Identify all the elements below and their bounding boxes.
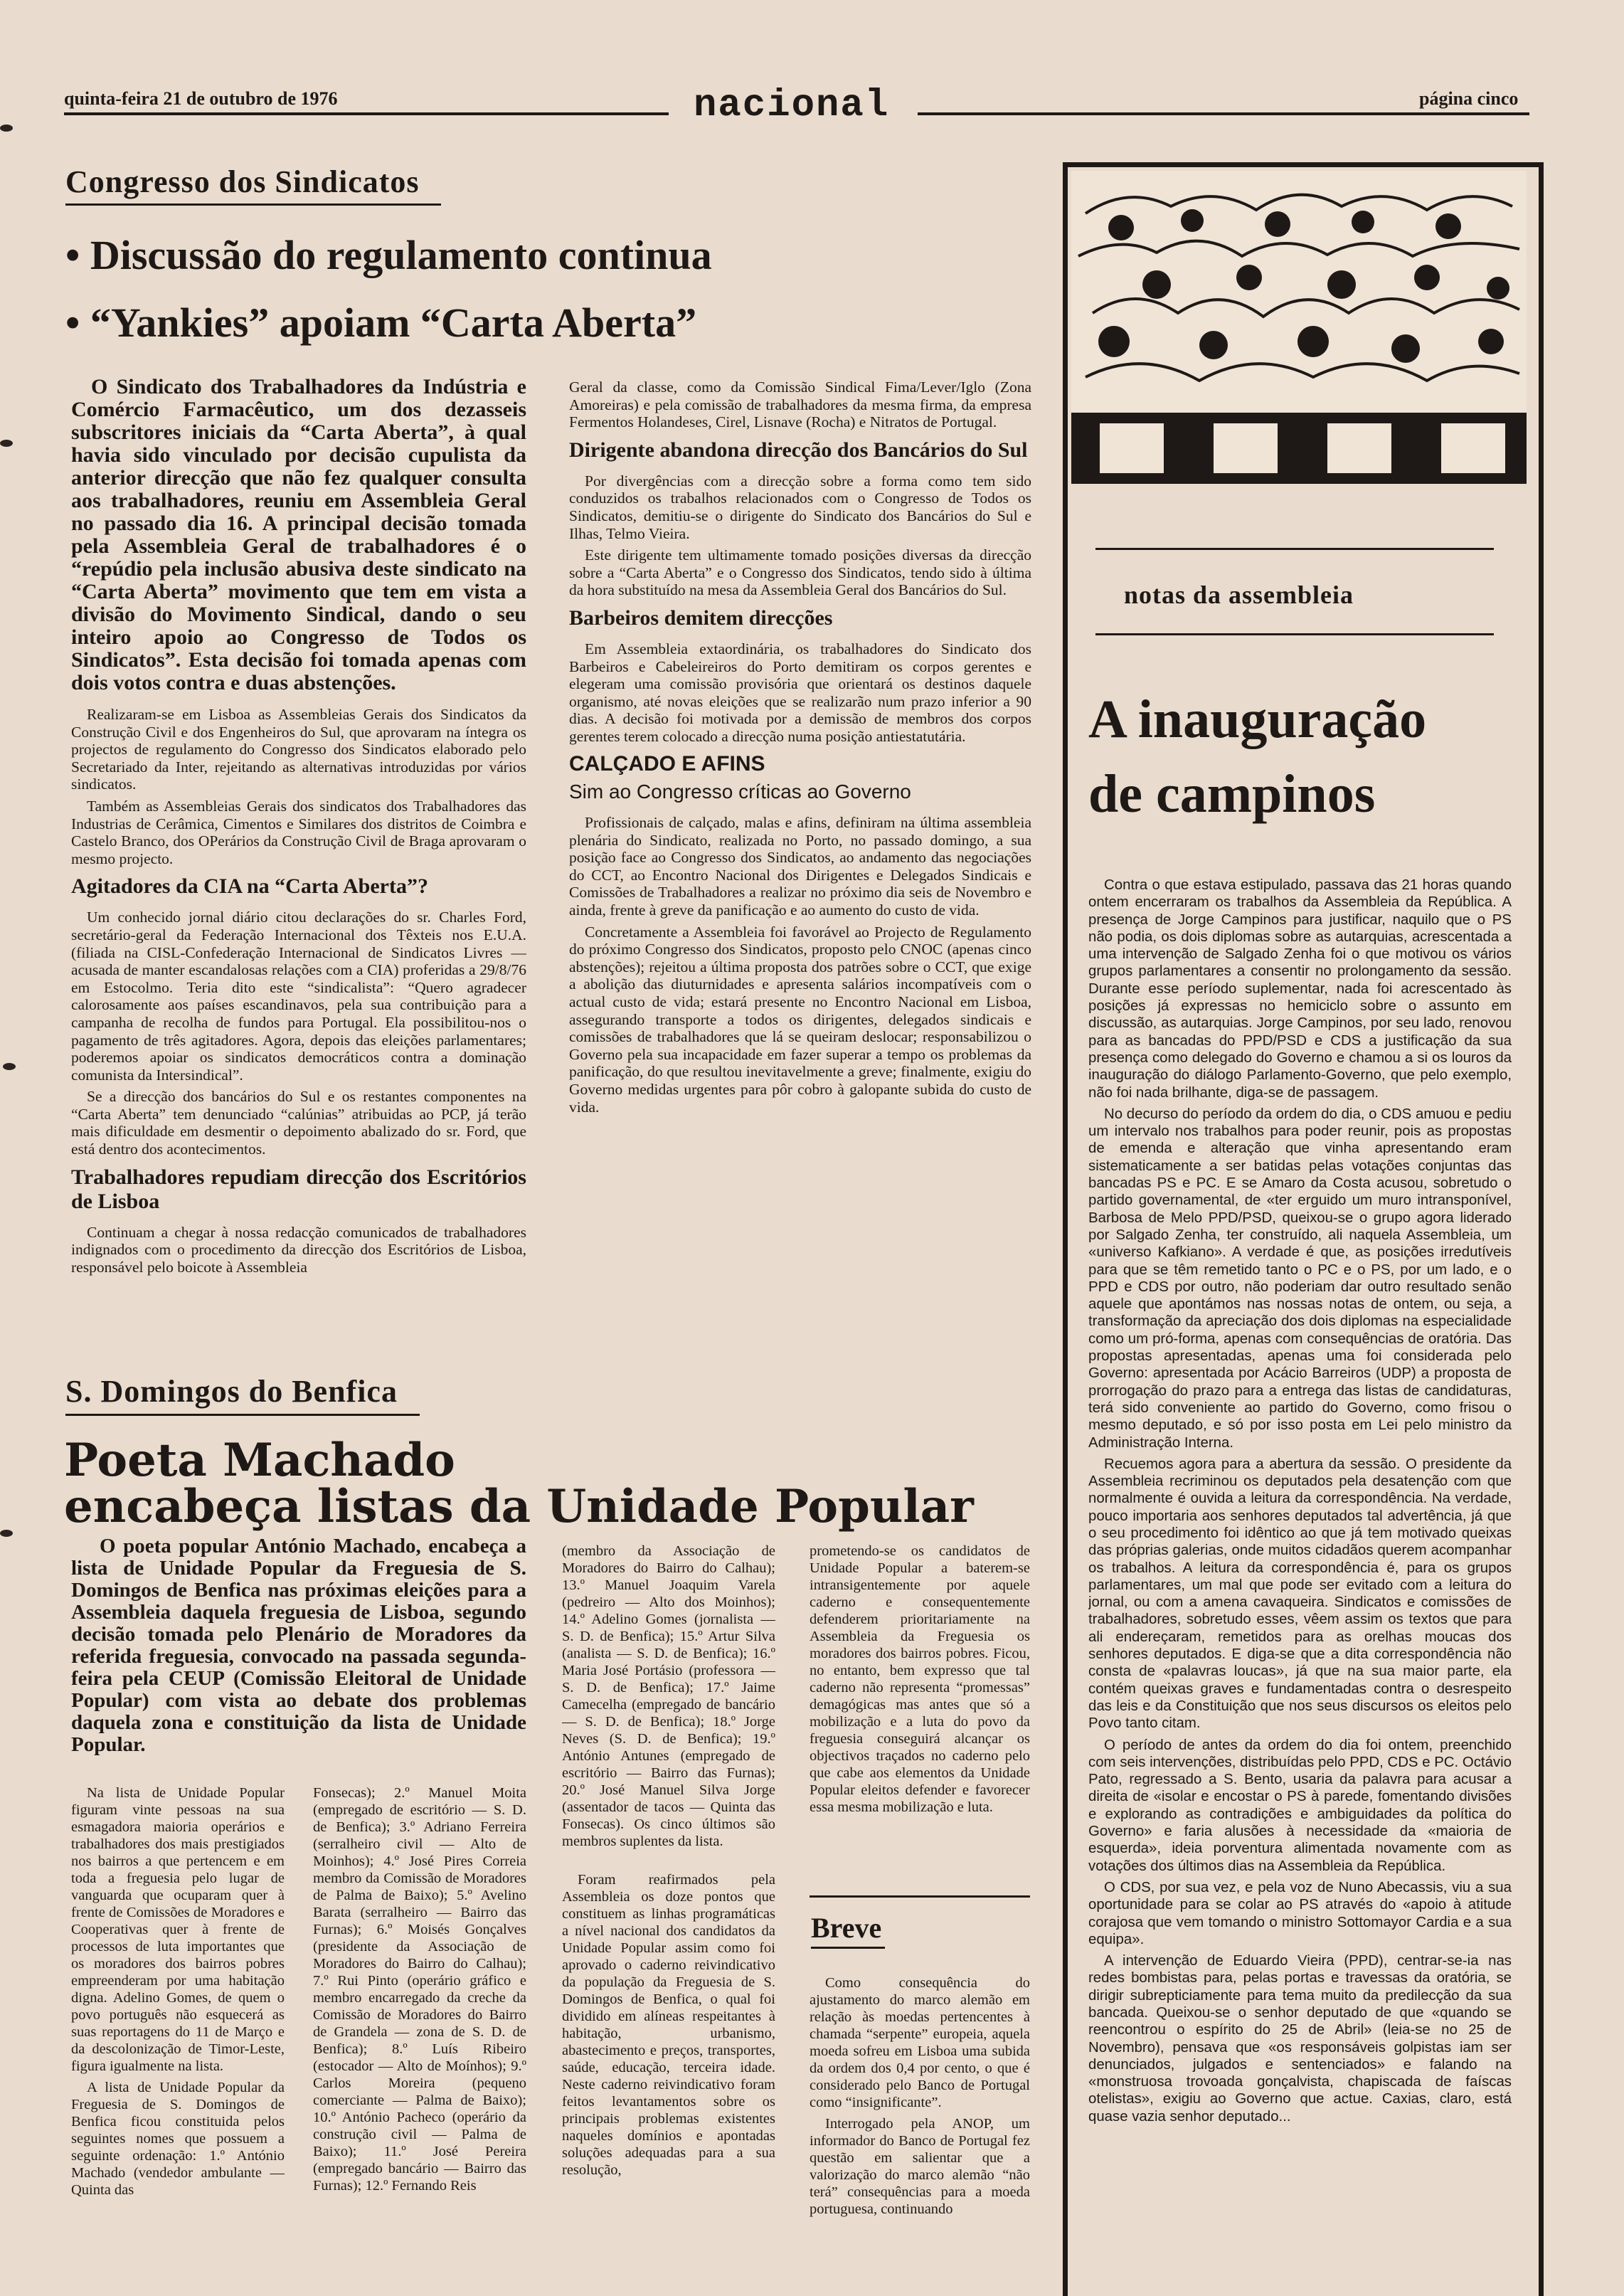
- paragraph: Na lista de Unidade Popular figuram vinte pessoas na sua esmagadora maioria operários e trabalhadores dos mais prestigiados nos bairros a que pertencem e em toda a freguesia pelo lugar de vanguarda que ocuparam quer à frente de Comissões de Moradores e Cooperativas quer à frente de processos de luta importantes que os moradores dos bairros pobres empreenderam por uma habitação digna. Adelino Gomes, de quem o povo português não esquecerá as suas reportagens do 11 de Março e da descolonização de Timor-Leste, figura igualmente na lista.: [71, 1785, 285, 2074]
- paragraph: O período de antes da ordem do dia foi ontem, preenchido com seis intervenções, distribuídas pelo PPD, CDS e PC. Octávio Pato, regressado a S. Bento, usaria da palavra para acusar a direita de «isolar e encostar o PS à parede, fomentando divisões e explorando as contradições e ambiguidades da política do Governo» e faria alusões à necessidade da «maioria de esquerda», ideia porventura alimentada novamente com as votações dos últimos dias na Assembleia da República.: [1088, 1737, 1512, 1874]
- paragraph: Em Assembleia extaordinária, os trabalhadores do Sindicato dos Barbeiros e Cabeleireiros do Porto demitiram os corpos gerentes e elegeram uma comissão provisória que orientará os destinos daquele organismo, até novas eleições que se realizarão num prazo inferior a 90 dias. A decisão foi motivada por a demissão de membros dos corpos gerentes terem colocado a direcção numa posição antiestatutária.: [569, 640, 1031, 745]
- article1-column-left: [71, 376, 526, 1350]
- paragraph: Foram reafirmados pela Assembleia os doze pontos que constituem as linhas programáticas a nível nacional dos candidatos da Unidade Popular assim como foi aprovado o caderno reivindicativo da população da Freguesia de S. Domingos de Benfica, o qual foi dividido em alíneas respeitantes à habitação, urbanismo, abastecimento e preços, transportes, saúde, educação, terceira idade. Neste caderno reivindicativo foram feitos levantamentos sobre os principais problemas existentes naqueles domínios e apontadas soluções adequadas para a sua resolução,: [562, 1872, 775, 2178]
- article1-lead: O Sindicato dos Trabalhadores da Indústria e Comércio Farmacêutico, um dos dezasseis subscritores iniciais da “Carta Aberta”, à qual havia sido vinculado por decisão cupulista da anterior direcção que não fez qualquer consulta aos trabalhadores, reuniu em Assembleia Geral no passado dia 16. A principal decisão tomada pela Assembleia Geral de trabalhadores é o “repúdio pela inclusão abusiva deste sindicato na “Carta Aberta” movimento que tem em vista a divisão do Movimento Sindical, dando o seu inteiro apoio ao Congresso de Todos os Sindicatos”. Esta decisão foi tomada apenas com dois votos contra e duas abstenções.: [71, 376, 526, 694]
- headline-text: “Yankies” apoiam “Carta Aberta”: [90, 300, 697, 346]
- header-rule-left: [64, 112, 669, 115]
- header-rule-right: [918, 112, 1529, 115]
- subhead: Barbeiros demitem direcções: [569, 605, 833, 630]
- article2-lead: O poeta popular António Machado, encabeça a lista de Unidade Popular da Freguesia de S. Domingos de Benfica nas próximas eleições para a Assembleia daquela freguesia de Lisboa, segundo decisão tomada pelo Plenário de Moradores da referida freguesia, convocado na passada segunda-feira pela CEUP (Comissão Eleitoral de Unidade Popular) com vista ao debate dos problemas daquela zona e constituição da lista de Unidade Popular.: [71, 1535, 526, 1756]
- subhead: Agitadores da CIA na “Carta Aberta”?: [71, 874, 428, 899]
- paragraph: Este dirigente tem ultimamente tomado posições diversas da direcção sobre a “Carta Aberta” e o Congresso dos Sindicatos, tendo sido à última da hora substituído na mesa da Assembleia Geral dos Bancários do Sul.: [569, 546, 1031, 599]
- article2-col1: [71, 1784, 285, 2291]
- article1-headline-2: [65, 299, 696, 346]
- paragraph: Geral da classe, como da Comissão Sindical Fima/Lever/Iglo (Zona Amoreiras) e pela comissão de trabalhadores da mesma firma, da empresa Fermentos Holandeses, Cirel, Lisnave (Rocha) e Nitratos de Portugal.: [569, 379, 1031, 431]
- paragraph: Por divergências com a direcção sobre a forma como tem sido conduzidos os trabalhos relacionados com o Congresso de Todos os Sindicatos, demitiu-se o dirigente do Sindicato dos Bancários do Sul e Ilhas, Telmo Vieira.: [569, 472, 1031, 542]
- paragraph: Como consequência do ajustamento do marco alemão em relação às moedas pertencentes à chamada “serpente” europeia, aquela moeda sofreu em Lisboa uma subida da ordem dos 0,4 por cento, o que é considerado pelo Banco de Portugal como “insignificante”.: [810, 1975, 1030, 2110]
- kicker-underline: [65, 203, 441, 206]
- sidebar-column-title: notas da assembleia: [1124, 581, 1354, 609]
- subhead: Sim ao Congresso críticas ao Governo: [569, 781, 911, 803]
- article2-headline-1: Poeta Machado: [64, 1434, 455, 1487]
- ink-speck: [3, 1063, 16, 1070]
- breve-body: [810, 1974, 1030, 2291]
- article2-col4: [810, 1543, 1030, 1895]
- article1-headline-1: [65, 231, 712, 279]
- paragraph: Profissionais de calçado, malas e afins, definiram na última assembleia plenária do Sindicato, realizada no Porto, no passado domingo, a sua posição face ao Congresso dos Sindicatos, ao andamento das negociações do CCT, ao Encontro Nacional dos Dirigentes e Delegados Sindicais e Comissões de Trabalhadores a realizar no próximo dia seis de Novembro e ainda, frente à greve da panificação e ao aumento do custo de vida.: [569, 814, 1031, 919]
- paragraph: No decurso do período da ordem do dia, o CDS amuou e pediu um intervalo nos trabalhos para poder reunir, pois as propostas de emenda e alteração que vinha apresentando eram sistematicamente a ser batidas pelas votações conjuntas das bancadas PS e PC. E se Amaro da Costa acusou, sobretudo o partido governamental, de «ter erguido um muro intransponível, Barbosa de Melo PPD/PSD, queixou-se o grupo agora liderado por Salgado Zenha, ter construído, ali naquela Assembleia, um «universo Kafkiano». A verdade é que, as posições irredutíveis para que se têm remetido tanto o PC e o PS, por um lado, e o PPD e CDS por outro, não poderiam dar outro resultado senão aquele que apontámos nas nossas notas de ontem, ou seja, a transformação da apreciação dos dois diplomas na especialidade como um pró-forma, apenas com consequências de oratória. Das propostas apresentadas, apenas uma foi considerada pelo Governo: apresentada por Acácio Barreiros (UDP) a proposta de prorrogação do prazo para a entrega das listas de candidaturas, terá sido conveniente ao partido do Governo, como frisou o mesmo deputado, e só por isso posta em Lei pelo ministro da Administração Interna.: [1088, 1106, 1512, 1451]
- ink-speck: [0, 1530, 13, 1537]
- paragraph: A lista de Unidade Popular da Freguesia de S. Domingos de Benfica ficou constituida pelos seguintes nomes que possuem a seguinte ordenação: 1.º António Machado (vendedor ambulante — Quinta das: [71, 2080, 285, 2198]
- article2-kicker: S. Domingos do Benfica: [65, 1374, 398, 1409]
- sidebar-headline-1: A inauguração: [1088, 689, 1427, 749]
- paragraph: Concretamente a Assembleia foi favorável ao Projecto de Regulamento do próximo Congresso dos Sindicatos, proposto pelo CNOC (apenas cinco abstenções); rejeitou a última proposta dos patrões sobre o CCT, que exige a abolição das diuturnidades e apresenta salários incompatíveis com o actual custo de vida; estará presente no Encontro Nacional em Lisboa, assegurando transporte a todos os dirigentes, delegados sindicais e comissões de trabalhadores que lá se queiram deslocar; responsabilizou o Governo pela sua incapacidade em fazer superar a tempo os problemas da panificação, do que resultou inevitavelmente a greve; finalmente, exigiu do Governo medidas urgentes para pôr cobro à galopante subida do custo de vida.: [569, 923, 1031, 1116]
- breve-title: Breve: [811, 1912, 882, 1944]
- paragraph: Continuam a chegar à nossa redacção comunicados de trabalhadores indignados com o procedimento da direcção dos Escritórios de Lisboa, responsável pelo boicote à Assembleia: [71, 1223, 526, 1276]
- sidebar-rule-top: [1095, 548, 1494, 550]
- bullet-icon: •: [65, 300, 90, 346]
- paragraph: A intervenção de Eduardo Vieira (PPD), centrar-se-ia nas redes bombistas para, pelas portas e travessas da oratória, se dirigir subrepticiamente para tema muito da predilecção da sua bancada. Queixou-se o senhor deputado de que «quando se reencontrou o espírito do 25 de Abril» (leia-se no 25 de Novembro), pensava que «os responsáveis golpistas iam ser denunciados, julgados e sentenciados» e falando na «monstruosa trovoada gonçalvista, chapiscada de faíscas otelistas», exigiu ao Governo que actue. Caxias, claro, está quase vazia senhor deputado...: [1088, 1953, 1512, 2125]
- sidebar-rule-bottom: [1095, 633, 1494, 635]
- paragraph: Também as Assembleias Gerais dos sindicatos dos Trabalhadores das Industrias de Cerâmica, Cimentos e Similares dos distritos de Coimbra e Castelo Branco, dos OPerários da Construção Civil de Braga aprovaram o mesmo projecto.: [71, 797, 526, 867]
- paragraph: Recuemos agora para a abertura da sessão. O presidente da Assembleia recriminou os deputados pela desatenção com que normalmente é ouvida a leitura da correspondência. Na verdade, pouco importaria aos senhores deputados tal advertência, já que o seu procedimento foi idêntico ao que já tem motivado queixas das próprias galerias, onde muitos cidadãos querem acompanhar os trabalhos. A leitura da correspondência é, para os grupos parlamentares, um mal que pode ser evitado com a leitura do jornal, ou com a amena cavaqueira. Sindicatos e comissões de trabalhadores, sobretudo esses, vêem assim os textos que para ali endereçaram, remetidos para as orelhas moucas dos senhores deputados. E diga-se que a dita correspondência não consta de «palavras loucas», já que na sua maior parte, ela contém queixas graves e fundamentadas contra o desrespeito das leis e da Constituição que nos seus discursos os eleitos pelo Povo tanto citam.: [1088, 1456, 1512, 1732]
- article1-column-right: [569, 379, 1031, 1350]
- article1-kicker: Congresso dos Sindicatos: [65, 164, 420, 199]
- subhead-caps: CALÇADO E AFINS: [569, 751, 765, 776]
- subhead: Trabalhadores repudiam direcção dos Escritórios de Lisboa: [71, 1165, 526, 1213]
- paragraph: Realizaram-se em Lisboa as Assembleias Gerais dos Sindicatos da Construção Civil e dos Engenheiros do Sul, que aprovaram na íntegra os projectos de regulamento do Congresso dos Sindicatos elaborado pelo Secretariado da Inter, rejeitando as alternativas introduzidas por vários sindicatos.: [71, 706, 526, 793]
- paragraph: prometendo-se os candidatos de Unidade Popular a baterem-se intransigentemente por aquele caderno e consequentemente defenderem prioritariamente na Assembleia da Freguesia os moradores dos bairros pobres. Ficou, no entanto, bem expresso que tal caderno não representa “promessas” demagógicas mas antes que só a mobilização e a luta do povo da freguesia conseguirá alcançar os objectivos traçados no caderno pelo que cabe aos elementos da Unidade Popular eleitos defender e favorecer essa mesma mobilização e luta.: [810, 1543, 1030, 1815]
- bullet-icon: •: [65, 232, 90, 278]
- article2-col3: [562, 1543, 775, 2291]
- breve-title-underline: [811, 1947, 885, 1949]
- article2-col2: [313, 1784, 526, 2291]
- kicker-underline: [65, 1414, 420, 1416]
- sidebar-headline-2: de campinos: [1088, 764, 1376, 824]
- subhead: Dirigente abandona direcção dos Bancários do Sul: [569, 438, 1028, 462]
- assembly-illustration: [1071, 171, 1527, 484]
- paragraph: (membro da Associação de Moradores do Bairro do Calhau); 13.º Manuel Joaquim Varela (pedreiro — Alto dos Moinhos); 14.º Adelino Gomes (jornalista — S. D. de Benfica); 15.º Artur Silva (analista — S. D. de Benfica); 16.º Maria José Portásio (professora — S. D. de Benfica); 17.º Jaime Camecelha (empregado de bancário — S. D. de Benfica); 18.º Jorge Neves (S. D. de Benfica); 19.º António Antunes (empregado de escritório — Bairro das Furnas); 20.º José Manuel Silva Jorge (assentador de tacos — Quinta das Fonsecas). Os cinco últimos são membros suplentes da lista.: [562, 1543, 775, 1849]
- article2-headline-2: encabeça listas da Unidade Popular: [64, 1480, 974, 1533]
- headline-text: Discussão do regulamento continua: [90, 232, 712, 278]
- page-number: página cinco: [1419, 88, 1519, 109]
- paragraph: O CDS, por sua vez, e pela voz de Nuno Abecassis, viu a sua oportunidade para se colar ao PS através do «apoio à atitude corajosa que vem tomando o ministro Sottomayor Cardia e a sua equipa».: [1088, 1879, 1512, 1947]
- breve-rule: [810, 1895, 1030, 1898]
- sidebar-body: [1088, 877, 1512, 2291]
- paragraph: Fonsecas); 2.º Manuel Moita (empregado de escritório — S. D. de Benfica); 3.º Adriano Ferreira (serralheiro civil — Alto de Moinhos); 4.º José Pires Correia membro da Comissão de Moradores de Palma de Baixo); 5.º Avelino Barata (serralheiro — Bairro das Furnas); 6.º Moisés Gonçalves (presidente da Associação de Moradores do Bairro do Calhau); 7.º Rui Pinto (operário gráfico e membro encarregado da creche da Comissão de Moradores do Bairro de Grandela — zona de S. D. de Benfica); 8.º Luís Ribeiro (estocador — Alto de Moínhos); 9.º Carlos Moreira (pequeno comerciante — Palma de Baixo); 10.º António Pacheco (operário da construção civil — Palma de Baixo); 11.º José Pereira (empregado bancário — Bairro das Furnas); 12.º Fernando Reis: [313, 1785, 526, 2194]
- paragraph: Se a direcção dos bancários do Sul e os restantes componentes na “Carta Aberta” tem denunciado “calúnias” atribuidas ao PCP, já terão mais dificuldade em desmentir o depoimento abalizado do sr. Ford, que está dentro dos acontecimentos.: [71, 1088, 526, 1158]
- paragraph: Contra o que estava estipulado, passava das 21 horas quando ontem encerraram os trabalhos da Assembleia da República. A presença de Jorge Campinos para justificar, naquilo que o PS não podia, os dois diplomas sobre as autarquias, acrescentada a uma intervenção de Salgado Zenha foi o que motivou os vários grupos parlamentares a consentir no prolongamento da sessão. Durante esse período suplementar, nada foi acrescentado às posições já expressas no hemiciclo sobre o assunto em discussão, as autarquias. Jorge Campinos, por seu lado, renovou para as bancadas do PPD/PSD e CDS a justificação da sua presença como delegado do Governo e chamou a si os louros da inauguração do diálogo Parlamento-Governo, que pelo exemplo, não foi nada brilhante, diga-se de passagem.: [1088, 877, 1512, 1101]
- ink-speck: [0, 440, 13, 447]
- article2-lead-block: [71, 1535, 526, 1781]
- paragraph: Interrogado pela ANOP, um informador do Banco de Portugal fez questão em salientar que a valorização do marco alemão “não terá” consequências para a moeda portuguesa, continuando: [810, 2116, 1030, 2217]
- ink-speck: [0, 125, 13, 132]
- issue-date: quinta-feira 21 de outubro de 1976: [64, 88, 338, 109]
- section-title: nacional: [694, 84, 890, 127]
- paragraph: Um conhecido jornal diário citou declarações do sr. Charles Ford, secretário-geral da Federação Internacional dos Têxteis nos E.U.A. (filiada na CISL-Confederação Internacional de Sindicatos Livres — acusada de manter escandalosas relações com a CIA) proferidas a 29/8/76 em Estocolmo. Teria dito este “sindicalista”: “Quero agradecer calorosamente aos países escandinavos, pela sua contribuição para a campanha de recolha de fundos para Portugal. Ela possibilitou-nos o pagamento de três agitadores. Agora, depois das eleições parlamentares; poderemos apoiar os sindicatos democráticos contra a dominação comunista da Intersindical”.: [71, 909, 526, 1084]
